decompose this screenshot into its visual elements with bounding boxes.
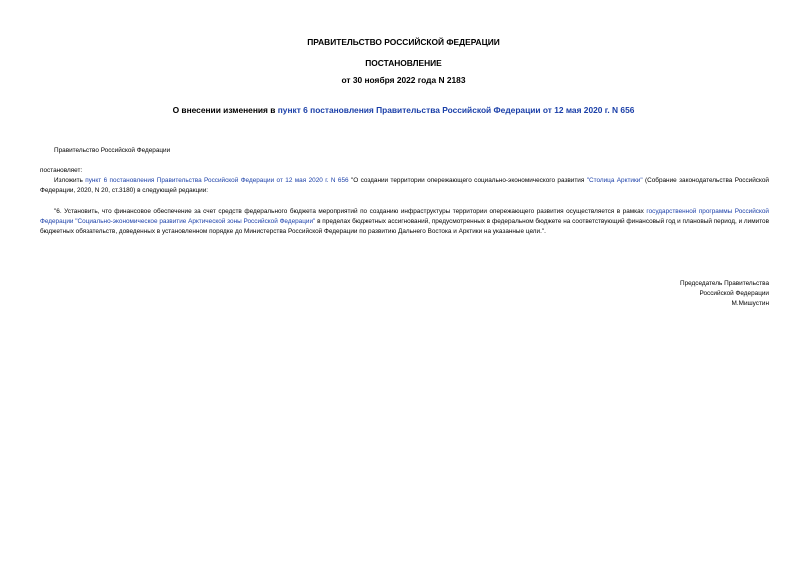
quote-prefix: "6. Установить, что финансовое обеспечение за счет средств федерального бюджета мероприятий по созданию инфраструктуры территории опережающего развития осуществляется в рамках — [54, 208, 647, 215]
amendment-prefix: Изложить — [54, 177, 86, 184]
title-prefix: О внесении изменения в — [172, 105, 278, 115]
document-type-heading: ПОСТАНОВЛЕНИЕ — [365, 58, 442, 68]
signatory-organization: Российской Федерации — [699, 290, 769, 297]
new-wording-paragraph — [40, 207, 769, 237]
document-title — [0, 105, 807, 115]
title-link[interactable]: пункт 6 постановления Правительства Российской Федерации от 12 мая 2020 г. N 656 — [277, 105, 635, 115]
quote-suffix: в пределах бюджетных ассигнований, предусмотренных в федеральном бюджете на соответствующий финансовый год и плановый период, и лимитов бюджетных обязательств, доведенных в установленном порядке до Министерства Российской Федерации по развитию Дальнего Востока и Арктики на указанные цели.". — [40, 218, 770, 235]
stolitsa-arktiki-link[interactable]: "Столица Арктики" — [586, 177, 643, 184]
state-program-link[interactable]: государственной программы Российской Федерации "Социально-экономическое развитие Арктической зоны Российской Федерации" — [40, 208, 769, 225]
resolution-656-link[interactable]: пункт 6 постановления Правительства Российской Федерации от 12 мая 2020 г. N 656 — [85, 177, 349, 184]
amendment-suffix: (Собрание законодательства Российской Федерации, 2020, N 20, ст.3180) в следующей редакции: — [40, 177, 769, 194]
amendment-mid: "О создании территории опережающего социально-экономического развития — [348, 177, 587, 184]
amendment-paragraph — [40, 176, 769, 196]
government-line: Правительство Российской Федерации — [54, 147, 171, 154]
postanovlyaet-line: постановляет: — [40, 167, 83, 174]
signatory-position: Председатель Правительства — [680, 280, 769, 287]
document-date-number: от 30 ноября 2022 года N 2183 — [341, 75, 466, 85]
signatory-name: М.Мишустин — [731, 300, 769, 307]
issuer-heading: ПРАВИТЕЛЬСТВО РОССИЙСКОЙ ФЕДЕРАЦИИ — [307, 37, 500, 47]
